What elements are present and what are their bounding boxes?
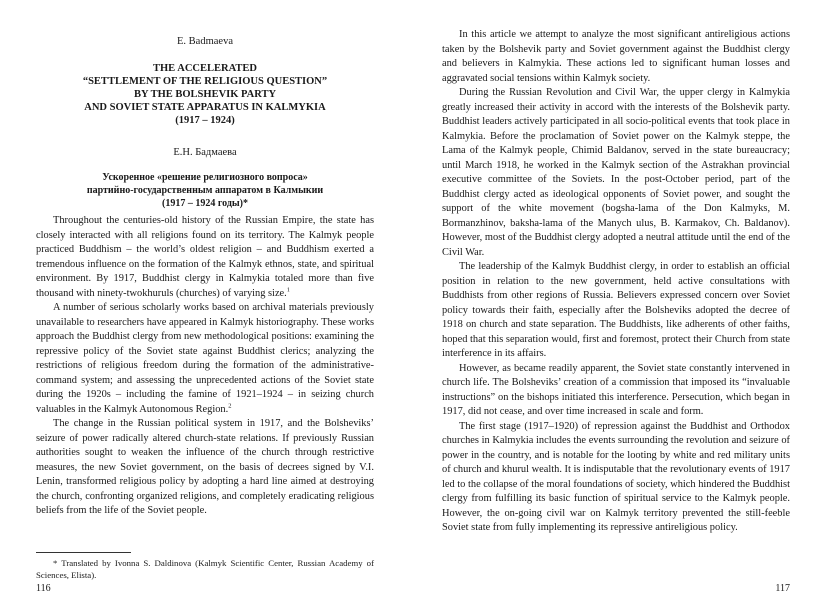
footnote-ref[interactable]: 2	[228, 402, 232, 410]
paragraph-text: The leadership of the Kalmyk Buddhist clergy, in order to establish an official position in relation to the new government, held active consultations with Buddhists from other regions of Russia. Believers expressed concern over Soviet policy towards their faith, especially after the Bolsheviks adopted the decree of 1918 on church and state separation. The Buddhists, like adherents of other faiths, hoped that this separation would, first and foremost, protect their Church from state interference in its affairs.	[442, 261, 790, 359]
right-body-text	[442, 28, 790, 536]
footnote-divider	[36, 552, 131, 553]
paragraph	[442, 362, 790, 420]
title-en-line: (1917 – 1924)	[175, 115, 235, 126]
author-name-russian: Е.Н. Бадмаева	[173, 147, 237, 158]
author-name: E. Badmaeva	[177, 36, 233, 47]
paragraph	[442, 260, 790, 362]
paragraph	[442, 28, 790, 86]
paragraph-text: During the Russian Revolution and Civil War, the upper clergy in Kalmykia greatly increased their activity in accord with the interests of the Bolshevik party. Buddhist leaders actively participated in all socio-political events that took place in Kalmykia. Before the proclamation of Soviet power on the Kalmyk steppe, the Lama of the Kalmyk people, Chimid Baldanov, served in the state bureaucracy; until March 1918, he worked in the Kalmyk section of the Astrakhan provincial executive committee of the Soviets. In the post-October period, part of the Buddhist clergy acted as ideological opponents of Soviet power, and sought the support of the white movement (bogsha-lama of the Don Kalmyks, M. Bormanzhinov, baksha-lama of the Manych ulus, B. Karmakov, Ch. Baldanov). However, most of the Buddhist clergy adopted a neutral attitude until the end of the Civil War.	[442, 87, 790, 258]
title-ru-line: (1917 – 1924 годы)*	[161, 198, 249, 209]
paragraph-text: In this article we attempt to analyze the most significant antireligious actions taken by the Bolshevik party and Soviet government against the Buddhist clergy and believers in Kalmykia. These actions led to significant human losses and aggravated social tensions within Kalmyk society.	[442, 29, 790, 84]
paragraph-text: The change in the Russian political system in 1917, and the Bolsheviks’ seizure of power radically altered church-state relations. If previously Russian authorities sought to weaken the influence of the church through restrictive measures, the new Soviet government, on the basis of decrees signed by V.I. Lenin, transformed religious policy by adopting a hard line aimed at destroying the church, confronting organized religions, and completely eradicating religious beliefs from the life of the Soviet people.	[36, 418, 374, 516]
paragraph-text: The first stage (1917–1920) of repression against the Buddhist and Orthodox churches in Kalmykia includes the events surrounding the revolution and seizure of power in the country, and is notable for the looting by white and red military units of church and khurul wealth. It is indisputable that the revolutionary events of 1917 led to the collapse of the moral foundations of society, which hindered the Buddhist clergy from fulfilling its basic function of spiritual service to the Kalmyk people. However, the on-going civil war on Kalmyk territory prevented the still-feeble Soviet state from fully implementing its repressive antireligious policy.	[442, 420, 790, 533]
article-title-english	[36, 62, 374, 127]
paragraph	[36, 417, 374, 519]
paragraph	[442, 86, 790, 260]
footnote-ref[interactable]: 1	[286, 286, 291, 294]
paragraph	[36, 301, 374, 417]
page-number: 117	[775, 583, 790, 594]
paragraph-text: Throughout the centuries-old history of the Russian Empire, the state has closely interacted with all religions found on its territory. The Kalmyk people practiced Buddhism – the world’s oldest religion – and Buddhism exerted a tremendous influence on the formation of the Kalmyk ethnos, state, and spiritual environment. By 1917, Buddhist clergy in Kalmykia totaled more than five thousand with ninety-twokhuruls (churches) of varying size.	[36, 215, 374, 299]
paragraph	[442, 420, 790, 536]
page-number: 116	[36, 583, 51, 594]
paragraph-text: However, as became readily apparent, the Soviet state constantly intervened in church life. The Bolsheviks’ creation of a commission that imposed its “invaluable instructions” on the bishops initiated this interference. Persecution, which began in 1917, did not cease, and over time increased in scale and form.	[442, 362, 790, 417]
title-en-line: BY THE BOLSHEVIK PARTY	[133, 89, 277, 100]
title-en-line: THE ACCELERATED	[153, 63, 257, 74]
title-en-line: “SETTLEMENT OF THE RELIGIOUS QUESTION”	[82, 76, 328, 87]
paragraph	[36, 214, 374, 301]
title-ru-line: партийно-государственным аппаратом в Калмыкии	[86, 185, 324, 196]
right-page	[410, 0, 820, 609]
footnote: * Translated by Ivonna S. Daldinova (Kalmyk Scientific Center, Russian Academy of Sciences, Elista).	[36, 558, 374, 580]
article-title-russian	[36, 171, 374, 210]
left-body-text	[36, 214, 374, 519]
title-ru-line: Ускоренное «решение религиозного вопроса»	[102, 172, 308, 183]
paragraph-text: A number of serious scholarly works based on archival materials previously unavailable to researchers have appeared in Kalmyk historiography. These works approach the Buddhist clergy from new methodological positions: examining the repressive policy of the Soviet state against Buddhist clerics; analyzing the restrictions of religious freedom during the formation of the administrative-command system; and assessing the unprecedented actions of the Soviet state during the 1920s – including the famine of 1921–1924 – in seizing church valuables in the Kalmyk Autonomous Region.	[36, 302, 374, 415]
title-en-line: AND SOVIET STATE APPARATUS IN KALMYKIA	[84, 102, 326, 113]
